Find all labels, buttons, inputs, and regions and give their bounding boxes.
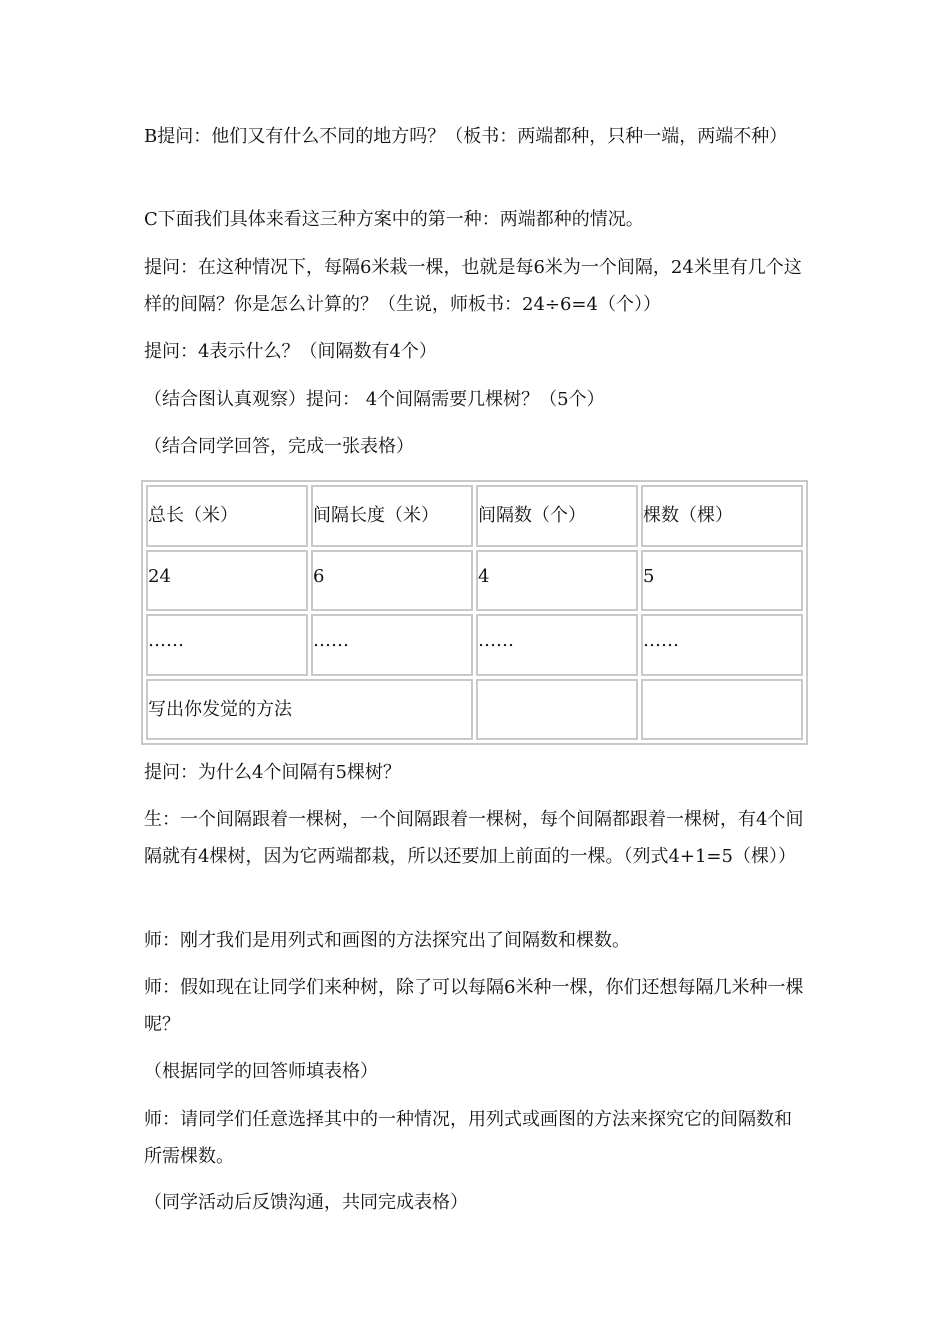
method-label-cell: 写出你发觉的方法 (146, 679, 473, 741)
header-interval-count: 间隔数（个） (476, 485, 638, 547)
paragraph-question-differences: B提问：他们又有什么不同的地方吗？（板书：两端都种，只种一端，两端不种） (144, 126, 788, 147)
paragraph-student-answer: 生：一个间隔跟着一棵树，一个间隔跟着一棵树，每个间隔都跟着一棵树，有4个间隔就有4棵树，因为它两端都栽，所以还要加上前面的一棵。（列式4+1=5（棵）） (144, 809, 804, 867)
table-row (146, 550, 803, 612)
empty-cell (641, 679, 803, 741)
paragraph-interval-question: 提问：在这种情况下，每隔6米栽一棵，也就是每6米为一个间隔，24米里有几个这样的间隔？你是怎么计算的？（生说，师板书：24÷6=4（个）） (144, 257, 802, 315)
header-tree-count: 棵数（棵） (641, 485, 803, 547)
data-table (141, 480, 808, 745)
paragraph-feedback: （同学活动后反馈沟通，共同完成表格） (144, 1192, 468, 1213)
header-interval-length: 间隔长度（米） (311, 485, 473, 547)
empty-cell (476, 679, 638, 741)
paragraph-complete-table: （结合同学回答，完成一张表格） (144, 436, 414, 457)
paragraph-fill-table: （根据同学的回答师填表格） (144, 1061, 378, 1082)
paragraph-first-scheme: C下面我们具体来看这三种方案中的第一种：两端都种的情况。 (144, 209, 644, 230)
table-header-row (146, 485, 803, 547)
paragraph-teacher-summary: 师：刚才我们是用列式和画图的方法探究出了间隔数和棵数。 (144, 930, 630, 951)
table-cell: …… (146, 614, 308, 676)
paragraph-teacher-question: 师：假如现在让同学们来种树，除了可以每隔6米种一棵，你们还想每隔几米种一棵呢？ (144, 977, 804, 1035)
table-cell: 6 (311, 550, 473, 612)
table-cell: 4 (476, 550, 638, 612)
table-cell: …… (311, 614, 473, 676)
table-row (146, 614, 803, 676)
table-cell: …… (476, 614, 638, 676)
paragraph-choose-case: 师：请同学们任意选择其中的一种情况，用列式或画图的方法来探究它的间隔数和所需棵数。 (144, 1109, 792, 1167)
header-total-length: 总长（米） (146, 485, 308, 547)
paragraph-what-four-means: 提问：4表示什么？（间隔数有4个） (144, 341, 437, 362)
table-cell: 5 (641, 550, 803, 612)
table-cell: …… (641, 614, 803, 676)
paragraph-trees-needed: （结合图认真观察）提问： 4个间隔需要几棵树？（5个） (144, 389, 605, 410)
paragraph-why-five-trees: 提问：为什么4个间隔有5棵树？ (144, 762, 401, 783)
table-row (146, 679, 803, 741)
table-cell: 24 (146, 550, 308, 612)
